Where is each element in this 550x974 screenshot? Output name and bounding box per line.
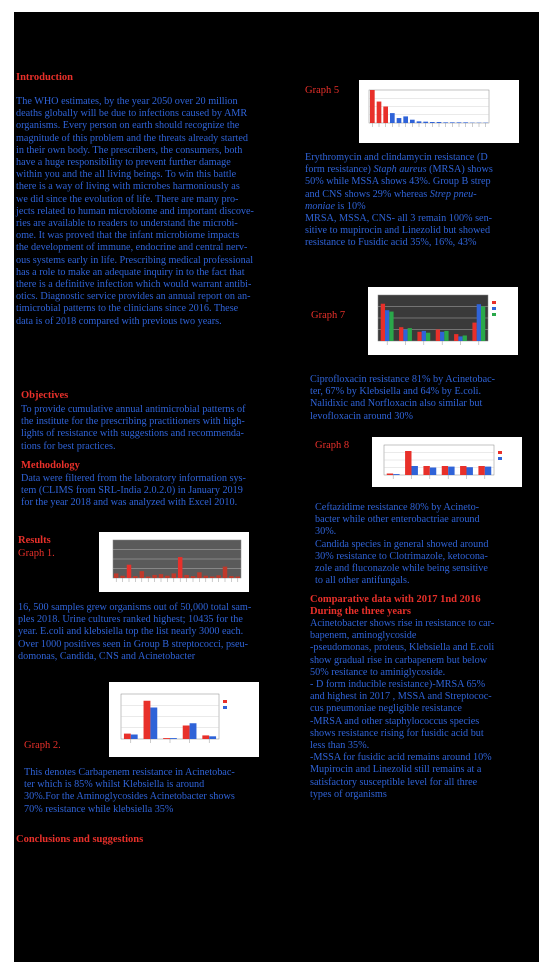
bar	[209, 736, 216, 739]
bar	[178, 557, 182, 578]
comparative-text: Acinetobacter shows rise in resistance to car- bapenem, aminoglycoside -pseudomonas, proteus, Klebsiella and E.coli show gradual rise in carbapenem but below 50% resitance to aminiglycoside. - D form inducible resistance)-MRSA 65% and highest in 2017 , MSSA and Streptococ- cus pneumoniae negligible resistance -MRSA and other staphylococcus species shows resistance rising for fusidic acid but less than 35%. -MSSA for fusidic acid remains around 10% Mupirocin and Linezolid still remains at a satisfactory susceptible level for all three types of organisms	[310, 618, 495, 800]
bar	[423, 466, 429, 475]
bar	[383, 107, 388, 124]
introduction-text: The WHO estimates, by the year 2050 over 20 million deaths globally will be due to infections caused by AMR organisms. Every person on earth should recognize the magnitude of this problem and the threats already started in their own body. The prescribers, the consumers, both have a huge responsibility to prevent further damage within you and the all living beings. To win this battle there is a way of living with microbes harmoniously as we did since the evolution of life. There are many pro- jects related to human microbiome and important discove- ries are available to readers to understand the microbi- ome. It was proved that the infant microbiome impacts the development of immune, endocrine and central nerv- ous systems early in life. Prescribing medical professional has a role to make an adequate inquiry in to the fact that there is a definitive infection which would warrant antibi- otics. Diagnostic service provides an annual report on an- timicrobial patterns to the clinicians since 2016. These data is of 2018 compared with previous two years.	[16, 96, 254, 327]
bar	[165, 576, 169, 578]
legend-swatch	[498, 451, 502, 454]
bar	[405, 451, 411, 475]
bar	[463, 335, 467, 341]
bar	[457, 122, 462, 123]
bar	[114, 573, 118, 578]
bar	[216, 575, 220, 578]
bar	[472, 323, 476, 341]
bar	[478, 466, 484, 475]
bar	[127, 565, 131, 578]
bar	[204, 576, 208, 578]
bar	[403, 330, 407, 342]
comparative-heading: Comparative data with 2017 1nd 2016 During the three years	[310, 594, 481, 617]
bar	[436, 330, 440, 342]
bar	[390, 113, 395, 123]
bar	[183, 726, 190, 740]
bar	[229, 576, 233, 578]
bar	[463, 122, 468, 123]
bar	[448, 467, 454, 475]
bar	[410, 120, 415, 123]
methodology-heading: Methodology	[21, 460, 80, 471]
graph2-label: Graph 2.	[24, 740, 61, 751]
bar	[202, 735, 209, 739]
graph5-text-part: Erythromycin and clindamycin resistance (D form resistance)	[305, 152, 488, 176]
graph8-chart	[372, 437, 522, 487]
bar	[197, 572, 201, 578]
legend-swatch	[223, 706, 227, 709]
bar	[450, 122, 455, 123]
graph7-text: Ciprofloxacin resistance 81% by Acinetobac- ter, 67% by Klebsiella and 64% by E.coli. Nalidixic and Norfloxacin also similar but levofloxacin around 30%	[310, 374, 496, 422]
bar	[458, 336, 462, 341]
bar	[210, 576, 214, 578]
bar	[190, 723, 197, 739]
poster	[14, 12, 539, 962]
objectives-text: To provide cumulative annual antimicrobial patterns of the institute for the prescribing practitioners with high- lights of resistance with suggestions and recommenda- tions for best practices.	[21, 404, 246, 452]
bar	[191, 576, 195, 578]
bar	[403, 116, 408, 123]
bar	[467, 467, 473, 475]
graph5-text-part: is 10% MRSA, MSSA, CNS- all 3 remain 100% sen- sitive to mupirocin and Linezolid but showed resistance to Fusidic acid 35%, 16%, 43%	[305, 200, 493, 249]
bar	[430, 122, 435, 123]
bar	[223, 567, 227, 578]
staph-aureus-term: Staph aureus	[373, 164, 427, 176]
graph7-chart	[368, 287, 518, 355]
methodology-text: Data were filtered from the laboratory information sys- tem (CLIMS from SRL-India 2.0.2.0) in January 2019 for the year 2018 and was analyzed with Excel 2010.	[21, 473, 246, 509]
bar	[422, 331, 426, 341]
results-text: 16, 500 samples grew organisms out of 50,000 total sam- ples 2018. Urine cultures ranked highest; 10435 for the year. E.coli and klebsiella top the list nearly 3000 each. Over 1000 positives seen in Group B streptococci, pseu- domonas, Candida, CNS and Acinetobacter	[18, 602, 252, 662]
bar	[485, 467, 491, 475]
bar	[370, 90, 375, 123]
bar	[437, 122, 442, 123]
graph1-chart	[99, 532, 249, 592]
bar	[408, 328, 412, 341]
legend-swatch	[498, 457, 502, 460]
bar	[442, 466, 448, 475]
bar	[417, 332, 421, 341]
graph7-label: Graph 7	[311, 310, 346, 321]
bar	[144, 701, 151, 739]
bar	[170, 738, 177, 739]
bar	[460, 466, 466, 475]
bar	[454, 334, 458, 341]
bar	[417, 121, 422, 123]
bar	[150, 708, 157, 740]
bar	[430, 468, 436, 476]
graph1-label: Graph 1.	[18, 548, 55, 559]
bar	[412, 466, 418, 475]
bar	[381, 304, 385, 341]
legend-swatch	[223, 700, 227, 703]
bar	[387, 474, 393, 476]
bar	[397, 118, 402, 123]
graph2-text: This denotes Carbapenem resistance in Acinetobac- ter which is 85% whilst Klebsiella is around 30%.For the Aminoglycosides Acinetobacter shows 70% resistance while klebsiella 35%	[24, 767, 235, 815]
bar	[236, 576, 240, 578]
bar	[385, 310, 389, 341]
bar	[477, 304, 481, 341]
bar	[152, 575, 156, 578]
results-heading: Results	[18, 535, 51, 546]
bar	[393, 474, 399, 475]
strep-pneumoniae-term: Strep pneu- moniae	[305, 188, 477, 212]
graph8-label: Graph 8	[315, 440, 350, 451]
bar	[172, 573, 176, 578]
bar	[131, 735, 138, 740]
graph5-chart	[359, 80, 519, 143]
bar	[440, 332, 444, 341]
bar	[146, 576, 150, 578]
bar	[389, 312, 393, 341]
bar	[140, 571, 144, 578]
bar	[120, 576, 124, 578]
graph5-label: Graph 5	[305, 85, 340, 96]
bar	[163, 738, 170, 739]
bar	[159, 574, 163, 578]
graph2-chart	[109, 682, 259, 757]
bar	[444, 331, 448, 341]
conclusions-heading: Conclusions and suggestions	[16, 834, 144, 845]
graph5-text-part: (MRSA) shows 50% while MSSA shows 43%. Group B strep and CNS shows 29% whereas	[305, 164, 493, 200]
graph8-text: Ceftazidime resistance 80% by Acineto- bacter while other enterobactriae around 30%. Candida species in general showed around 30% resistance to Clotrimazole, ketocona- zole and fluconazole while being sensitive to all other antifungals.	[315, 502, 489, 587]
bar	[481, 307, 485, 342]
introduction-heading: Introduction	[16, 72, 73, 83]
bar	[443, 122, 448, 123]
bar	[124, 734, 131, 739]
bar	[184, 575, 188, 578]
graph5-text	[305, 152, 535, 250]
bar	[423, 122, 428, 123]
legend-swatch	[492, 313, 496, 316]
bar	[377, 102, 382, 123]
legend-swatch	[492, 307, 496, 310]
bar	[399, 327, 403, 341]
bar	[133, 576, 137, 578]
objectives-heading: Objectives	[21, 390, 69, 401]
bar	[426, 333, 430, 341]
legend-swatch	[492, 301, 496, 304]
